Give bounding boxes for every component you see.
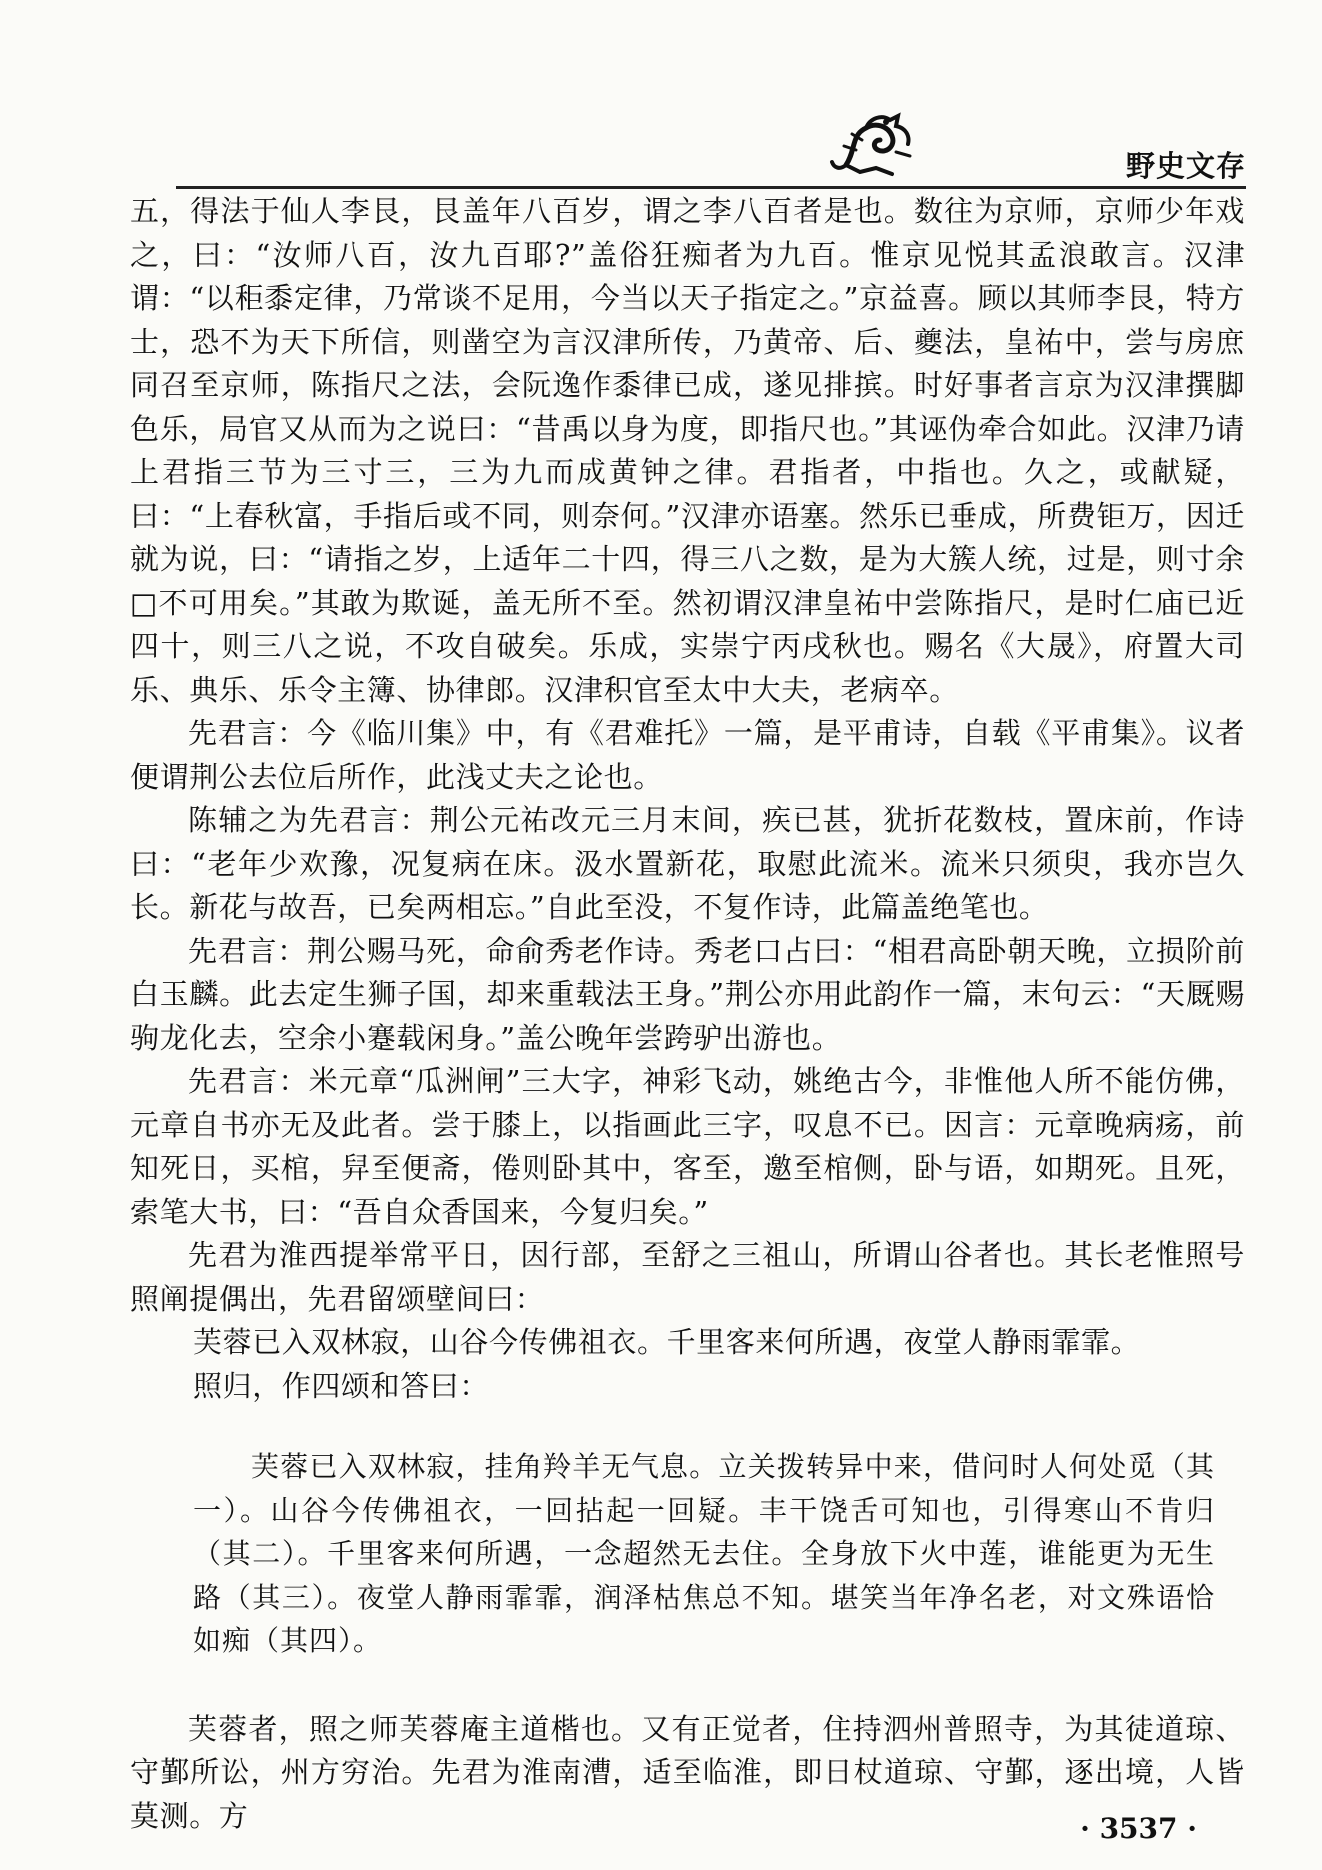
paragraph-mifu: 先君言：米元章“瓜洲闸”三大字，神彩飞动，姚绝古今，非惟他人所不能仿佛，元章自书亦无及此者。尝于膝上，以指画此三字，叹息不已。因言：元章晚病疡，前知死日，买棺，舁至便斋，倦则卧其中，客至，邀至棺侧，卧与语，如期死。且死，索笔大书，曰：“吾自众香国来，今复归矣。”: [130, 1064, 1245, 1229]
paragraph-continued: 五，得法于仙人李艮，艮盖年八百岁，谓之李八百者是也。数往为京师，京师少年戏之，曰：“汝师八百，汝九百耶?”盖俗狂痴者为九百。惟京见悦其孟浪敢言。汉津谓：“以秬黍定律，乃常谈不足用，今当以天子指定之。”京益喜。顾以其师李艮，特方士，恐不为天下所信，则凿空为言汉津所传，乃黄帝、后、夔法，皇祐中，尝与房庶同召至京师，陈指尺之法，会阮逸作黍律已成，遂见排摈。时好事者言京为汉津撰脚色乐，局官又从而为之说曰：“昔禹以身为度，即指尺也。”其诬伪牵合如此。汉津乃请上君指三节为三寸三，三为九而成黄钟之律。君指者，中指也。久之，或献疑，曰：“上春秋富，手指后或不同，则奈何。”汉津亦语塞。然乐已垂成，所费钜万，因迁就为说，曰：“请指之岁，上适年二十四，得三八之数，是为大簇人统，过是，则寸余□不可用矣。”其敢为欺诞，盖无所不至。然初谓汉津皇祐中尝陈指尺，是时仁庙已近四十，则三八之说，不攻自破矣。乐成，实崇宁丙戌秋也。赐名《大晟》，府置大司乐、典乐、乐令主簿、协律郎。汉津积官至太中大夫，老病卒。: [130, 194, 1245, 707]
poem: 芙蓉已入双林寂，山谷今传佛祖衣。千里客来何所遇，夜堂人静雨霏霏。: [193, 1325, 1141, 1359]
paragraph-huaixi: 先君为淮西提举常平日，因行部，至舒之三祖山，所谓山谷者也。其长老惟照号照阐提偶出，先君留颂壁间曰：: [130, 1238, 1245, 1316]
reply-verses-block: [130, 1445, 1245, 1663]
dragon-emblem-icon: [826, 110, 926, 180]
paragraph-chenfu: 陈辅之为先君言：荆公元祐改元三月末间，疾已甚，犹折花数枝，置床前，作诗曰：“老年少欢豫，况复病在床。汲水置新花，取慰此流米。流米只须臾，我亦岂久长。新花与故吾，已矣两相忘。”自此至没，不复作诗，此篇盖绝笔也。: [130, 803, 1245, 924]
paragraph-horse: 先君言：荆公赐马死，命俞秀老作诗。秀老口占曰：“相君高卧朝天晚，立损阶前白玉麟。此去定生狮子国，却来重载法王身。”荆公亦用此韵作一篇，末句云：“天厩赐驹龙化去，空余小蹇载闲身。”盖公晚年尝跨驴出游也。: [130, 933, 1245, 1055]
running-header: [176, 110, 1246, 190]
poem-intro: 照归，作四颂和答曰：: [193, 1368, 490, 1403]
page-number: · 3537 ·: [1080, 1812, 1197, 1845]
page-body: [130, 190, 1245, 1838]
series-title: 野史文存: [1125, 149, 1246, 183]
paragraph-linchuan: 先君言：今《临川集》中，有《君难托》一篇，是平甫诗，自载《平甫集》。议者便谓荆公去位后所作，此浅丈夫之论也。: [130, 716, 1245, 794]
paragraph-closing: 芙蓉者，照之师芙蓉庵主道楷也。又有正觉者，住持泗州普照寺，为其徒道琼、守鄞所讼，州方穷治。先君为淮南漕，适至临淮，即日杖道琼、守鄞，逐出境，人皆莫测。方: [130, 1711, 1245, 1833]
header-rule: [176, 186, 1246, 189]
reply-verses: 芙蓉已入双林寂，挂角羚羊无气息。立关拨转异中来，借问时人何处觅（其一）。山谷今传佛祖衣，一回拈起一回疑。丰干饶舌可知也，引得寒山不肯归（其二）。千里客来何所遇，一念超然无去住。全身放下火中莲，谁能更为无生路（其三）。夜堂人静雨霏霏，润泽枯焦总不知。堪笑当年净名老，对文殊语恰如痴（其四）。: [193, 1450, 1215, 1657]
